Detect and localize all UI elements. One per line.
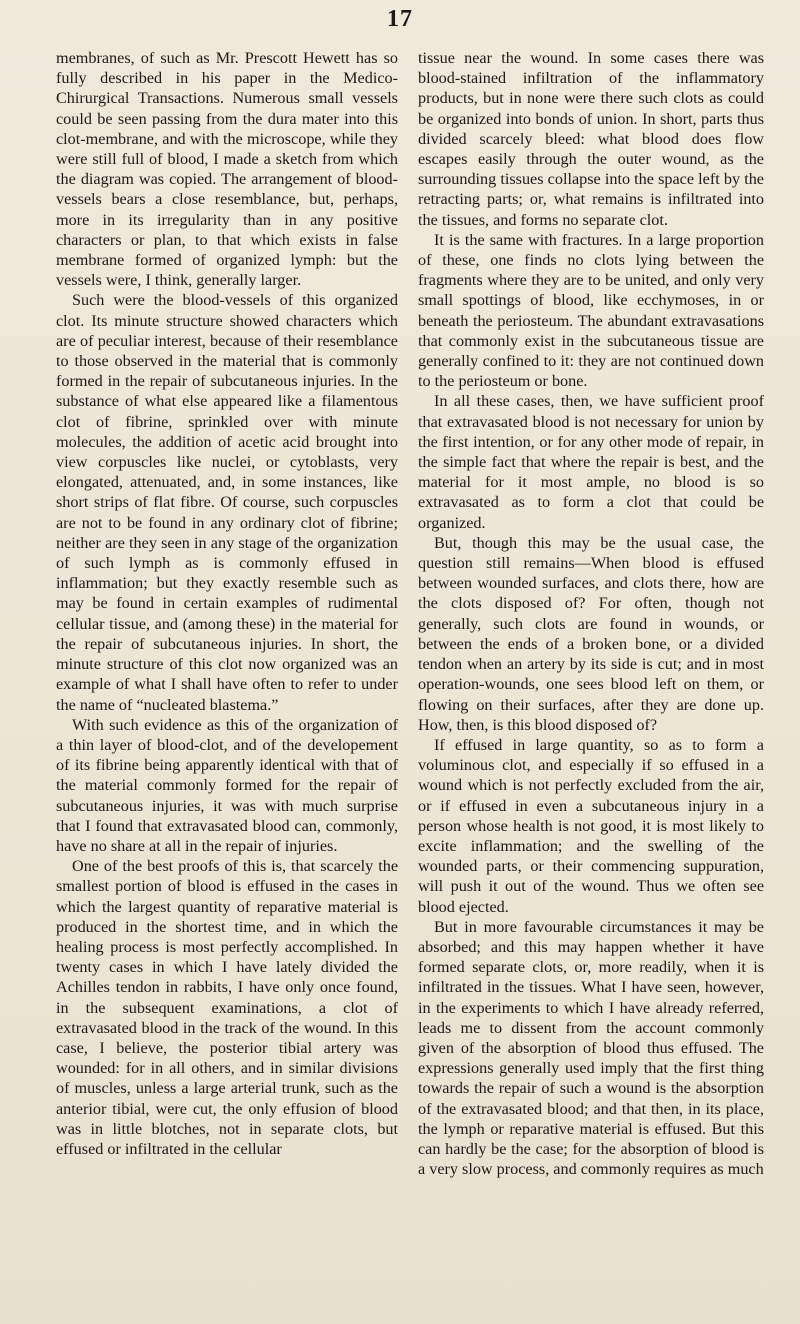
paragraph: In all these cases, then, we have sufficient proof that extravasated blood is not necessary for union by the first intention, or for any other mode of repair, in the simple fact that where the repair is best, and the material for it most ample, no blood is so extravasated as to form a clot that could be organized. <box>418 392 764 532</box>
paragraph: But in more favourable circumstances it may be absorbed; and this may happen whether it have formed separate clots, or, more readily, when it is infiltrated in the tissues. What I have seen, however, in the experiments to which I have already referred, leads me to dissent from the account commonly given of the absorption of blood thus effused. The expressions generally used imply that the first thing towards the repair of such a wound is the absorption of the extravasated blood; and that then, in its place, the lymph or reparative material is effused. But this can hardly be the case; for the absorption of blood is a very slow process, and commonly requires as much <box>418 917 764 1179</box>
paragraph: membranes, of such as Mr. Prescott Hewett has so fully described in his paper in the Medico-Chirurgical Transactions. Numerous small vessels could be seen passing from the dura mater into this clot-membrane, and with the microscope, while they were still full of blood, I made a sketch from which the diagram was copied. The arrangement of blood-vessels bears a close resemblance, but, perhaps, more in its irregularity than in any positive characters or plan, to that which exists in false membrane formed of organized lymph: but the vessels were, I think, generally larger. <box>56 49 398 290</box>
paragraph: One of the best proofs of this is, that scarcely the smallest portion of blood is effused in the cases in which the largest quantity of reparative material is produced in the shortest time, and in which the healing process is most perfectly accomplished. In twenty cases in which I have lately divided the Achilles tendon in rabbits, I have only once found, in the subsequent examinations, a clot of extravasated blood in the track of the wound. In this case, I believe, the posterior tibial artery was wounded: for in all others, and in similar divisions of muscles, unless a large arterial trunk, such as the anterior tibial, were cut, the only effusion of blood was in little blotches, not in separate clots, but effused or infiltrated in the cellular <box>56 857 398 1158</box>
left-column <box>56 48 398 1159</box>
paragraph: If effused in large quantity, so as to form a voluminous clot, and especially if so effused in a wound which is not perfectly excluded from the air, or if effused in even a subcutaneous injury in a person whose health is not good, it is most likely to excite inflammation; and the swelling of the wounded parts, or their commencing suppuration, will push it out of the wound. Thus we often see blood ejected. <box>418 735 764 916</box>
paragraph: tissue near the wound. In some cases there was blood-stained infiltration of the inflammatory products, but in none were there such clots as could be organized into bonds of union. In short, parts thus divided scarcely bleed: what blood does flow escapes easily through the outer wound, as the surrounding tissues collapse into the space left by the retracting parts; or, what remains is infiltrated into the tissues, and forms no separate clot. <box>418 49 764 229</box>
right-column <box>418 48 764 1179</box>
paragraph: It is the same with fractures. In a large proportion of these, one finds no clots lying between the fragments where they are to be united, and only very small spottings of blood, like ecchymoses, in or beneath the periosteum. The abundant extravasations that commonly exist in the subcutaneous tissue are generally confined to it: they are not continued down to the periosteum or bone. <box>418 230 764 391</box>
paragraph: Such were the blood-vessels of this organized clot. Its minute structure showed characters which are of peculiar interest, because of their resemblance to those observed in the material that is commonly formed in the repair of subcutaneous injuries. In the substance of what else appeared like a filamentous clot of fibrine, sprinkled over with minute molecules, the addition of acetic acid brought into view corpuscles like nuclei, or cytoblasts, very elongated, attenuated, and, in some instances, like short strips of flat fibre. Of course, such corpuscles are not to be found in any ordinary clot of fibrine; neither are they seen in any stage of the organization of such lymph as is commonly effused in inflammation; but they exactly resemble such as may be found in certain examples of rudimental cellular tissue, and (among these) in the material for the repair of subcutaneous injuries. In short, the minute structure of this clot now organized was an example of what I shall have often to refer to under the name of “nucleated blastema.” <box>56 291 398 714</box>
paragraph: But, though this may be the usual case, the question still remains—When blood is effused between wounded surfaces, and clots there, how are the clots disposed of? For often, though not generally, such clots are found in wounds, or between the ends of a broken bone, or a divided tendon when an artery by its side is cut; and in most operation-wounds, one sees blood left on them, or flowing on their surfaces, after they are done up. How, then, is this blood disposed of? <box>418 533 764 734</box>
page-number: 17 <box>387 6 413 32</box>
paragraph: With such evidence as this of the organization of a thin layer of blood-clot, and of the developement of its fibrine being apparently identical with that of the material commonly formed for the repair of subcutaneous injuries, it was with much surprise that I found that extravasated blood can, commonly, have no share at all in the repair of injuries. <box>56 715 398 855</box>
